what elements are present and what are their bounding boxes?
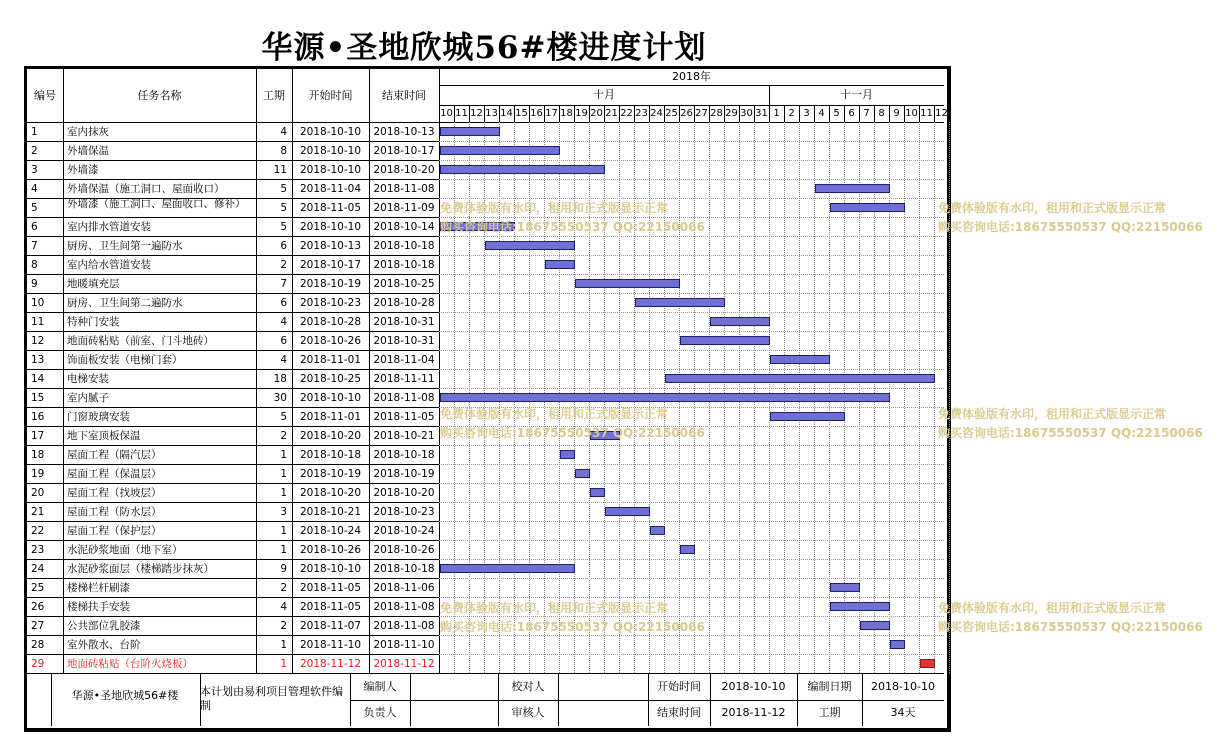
task-no: 14 (31, 373, 45, 385)
watermark (938, 405, 1203, 443)
task-duration: 1 (280, 468, 287, 480)
task-start: 2018-10-10 (299, 164, 362, 176)
gantt-bar (590, 431, 620, 440)
grid-line (439, 350, 944, 351)
footer-end-label: 结束时间 (657, 706, 701, 719)
day-label: 4 (818, 108, 825, 119)
grid-line (439, 312, 944, 313)
task-end: 2018-11-08 (373, 620, 435, 632)
task-name: 水泥砂浆地面（地下室） (67, 544, 183, 556)
gantt-bar (920, 659, 935, 668)
day-label: 24 (650, 108, 663, 119)
task-start: 2018-10-20 (299, 430, 362, 442)
task-name: 门窗玻璃安装 (67, 411, 130, 423)
gantt-bar (830, 602, 890, 611)
task-start: 2018-10-10 (299, 563, 362, 575)
task-start: 2018-10-20 (299, 487, 362, 499)
task-end: 2018-11-11 (373, 373, 435, 385)
task-duration: 1 (280, 658, 287, 670)
task-end: 2018-11-04 (373, 354, 435, 366)
task-no: 12 (31, 335, 45, 347)
task-start: 2018-10-13 (299, 240, 362, 252)
watermark-line2: 购买咨询电话:18675550537 QQ:22150066 (440, 426, 705, 440)
footer-date-value: 2018-10-10 (871, 680, 935, 693)
gantt-bar (440, 222, 515, 231)
task-name: 地面砖粘贴（台阶火烧板） (67, 658, 193, 670)
footer-duration-label: 工期 (818, 706, 841, 719)
task-duration: 7 (280, 278, 287, 290)
watermark-line2: 购买咨询电话:18675550537 QQ:22150066 (938, 220, 1203, 234)
grid-line (439, 331, 944, 332)
task-name: 地下室顶板保温 (67, 430, 141, 442)
task-end: 2018-11-05 (373, 411, 435, 423)
gantt-bar (440, 393, 890, 402)
footer-start-label: 开始时间 (657, 680, 701, 693)
gantt-bar (560, 450, 575, 459)
grid-line (439, 369, 944, 370)
day-label: 5 (833, 108, 840, 119)
task-duration: 5 (280, 202, 287, 214)
task-no: 6 (31, 221, 38, 233)
task-start: 2018-10-10 (299, 126, 362, 138)
grid-line (934, 122, 935, 673)
task-no: 9 (31, 278, 38, 290)
grid-line (439, 388, 944, 389)
day-label: 31 (755, 108, 768, 119)
task-duration: 2 (280, 620, 287, 632)
task-name: 室内给水管道安装 (67, 259, 151, 271)
task-no: 5 (31, 202, 38, 214)
task-duration: 2 (280, 430, 287, 442)
gantt-bar (575, 469, 590, 478)
grid-line (439, 521, 944, 522)
task-duration: 8 (280, 145, 287, 157)
task-end: 2018-10-13 (373, 126, 435, 138)
task-start: 2018-11-05 (299, 202, 362, 214)
task-no: 28 (31, 639, 45, 651)
gantt-bar (650, 526, 665, 535)
day-label: 16 (530, 108, 543, 119)
day-label: 8 (878, 108, 885, 119)
task-duration: 4 (280, 601, 287, 613)
task-no: 4 (31, 183, 38, 195)
task-start: 2018-10-19 (299, 468, 362, 480)
gantt-bar (890, 640, 905, 649)
task-start: 2018-11-04 (299, 183, 362, 195)
gantt-bar (605, 507, 650, 516)
task-no: 21 (31, 506, 45, 518)
task-name: 外墙保温 (67, 145, 109, 157)
task-name: 室内排水管道安装 (67, 221, 151, 233)
header-end: 结束时间 (382, 89, 426, 102)
task-name: 水泥砂浆面层（楼梯踏步抹灰） (67, 563, 214, 575)
gantt-bar (575, 279, 680, 288)
task-name: 地面砖粘贴（前室、门斗地砖） (67, 335, 214, 347)
footer-checker-label: 校对人 (511, 680, 545, 693)
grid-line (439, 293, 944, 294)
header-start: 开始时间 (308, 89, 353, 102)
task-duration: 5 (280, 411, 287, 423)
task-end: 2018-11-10 (373, 639, 435, 651)
task-name: 地暖填充层 (67, 278, 120, 290)
task-duration: 6 (280, 297, 287, 309)
day-label: 22 (620, 108, 633, 119)
day-label: 11 (920, 108, 933, 119)
task-duration: 6 (280, 240, 287, 252)
task-duration: 6 (280, 335, 287, 347)
task-start: 2018-11-10 (299, 639, 362, 651)
grid-line (439, 217, 944, 218)
task-end: 2018-11-08 (373, 392, 435, 404)
task-name: 楼梯扶手安装 (67, 601, 130, 613)
task-end: 2018-10-19 (373, 468, 435, 480)
task-end: 2018-10-20 (373, 164, 435, 176)
grid-line (439, 502, 944, 503)
grid-line (439, 236, 944, 237)
task-end: 2018-10-18 (373, 259, 435, 271)
day-label: 10 (905, 108, 918, 119)
gantt-bar (440, 127, 500, 136)
task-name: 外墙漆 (67, 164, 99, 176)
task-duration: 3 (280, 506, 287, 518)
task-end: 2018-11-06 (373, 582, 435, 594)
watermark (938, 599, 1203, 637)
task-start: 2018-10-10 (299, 392, 362, 404)
task-duration: 2 (280, 582, 287, 594)
gantt-bar (680, 336, 770, 345)
task-end: 2018-11-12 (373, 658, 435, 670)
grid-line (439, 540, 944, 541)
task-start: 2018-10-26 (299, 544, 362, 556)
gantt-bar (590, 488, 605, 497)
task-no: 1 (31, 126, 38, 138)
watermark-line1: 免费体验版有水印，租用和正式版显示正常 (440, 201, 669, 215)
watermark-line2: 购买咨询电话:18675550537 QQ:22150066 (440, 620, 705, 634)
grid-line (439, 198, 944, 199)
day-label: 15 (515, 108, 528, 119)
task-end: 2018-10-18 (373, 563, 435, 575)
footer-date-label: 编制日期 (807, 680, 852, 693)
task-name: 电梯安装 (67, 373, 109, 385)
task-end: 2018-11-08 (373, 183, 435, 195)
task-duration: 1 (280, 449, 287, 461)
header-duration: 工期 (263, 89, 285, 102)
task-start: 2018-11-01 (299, 354, 362, 366)
day-label: 18 (560, 108, 573, 119)
day-label: 26 (680, 108, 693, 119)
day-label: 3 (803, 108, 810, 119)
footer-compiler-label: 编制人 (363, 680, 397, 693)
task-no: 22 (31, 525, 45, 537)
day-label: 11 (455, 108, 468, 119)
task-start: 2018-11-12 (299, 658, 362, 670)
task-name: 屋面工程（找坡层） (67, 487, 162, 499)
watermark (938, 199, 1203, 237)
task-end: 2018-11-09 (373, 202, 435, 214)
task-no: 20 (31, 487, 45, 499)
task-no: 3 (31, 164, 38, 176)
task-no: 13 (31, 354, 45, 366)
task-start: 2018-10-19 (299, 278, 362, 290)
task-no: 24 (31, 563, 45, 575)
grid-line (439, 464, 944, 465)
grid-line (439, 274, 944, 275)
day-label: 29 (725, 108, 738, 119)
task-no: 23 (31, 544, 45, 556)
day-label: 19 (575, 108, 588, 119)
grid-line (949, 105, 950, 122)
task-duration: 5 (280, 183, 287, 195)
watermark-line2: 购买咨询电话:18675550537 QQ:22150066 (440, 220, 705, 234)
day-label: 23 (635, 108, 648, 119)
task-no: 8 (31, 259, 38, 271)
day-label: 9 (893, 108, 900, 119)
task-duration: 1 (280, 544, 287, 556)
gantt-bar (830, 583, 860, 592)
header-month-november: 十一月 (840, 88, 873, 101)
day-label: 21 (605, 108, 618, 119)
grid-line (439, 578, 944, 579)
task-duration: 11 (273, 164, 287, 176)
task-duration: 4 (280, 316, 287, 328)
task-name: 室内抹灰 (67, 126, 109, 138)
gantt-bar (770, 412, 845, 421)
day-label: 1 (773, 108, 780, 119)
day-label: 28 (710, 108, 723, 119)
task-start: 2018-11-05 (299, 582, 362, 594)
task-end: 2018-10-24 (373, 525, 435, 537)
footer-end-value: 2018-11-12 (721, 706, 786, 719)
task-end: 2018-11-08 (373, 601, 435, 613)
task-no: 19 (31, 468, 45, 480)
task-duration: 18 (273, 373, 287, 385)
gantt-bar (485, 241, 575, 250)
task-name: 外墙保温（施工洞口、屋面收口） (67, 183, 225, 195)
watermark-line1: 免费体验版有水印，租用和正式版显示正常 (440, 601, 669, 615)
day-label: 2 (788, 108, 795, 119)
task-name: 厨房、卫生间第二遍防水 (67, 297, 183, 309)
task-start: 2018-10-18 (299, 449, 362, 461)
task-name: 室内腻子 (67, 392, 109, 404)
task-name: 外墙漆（施工洞口、屋面收口、修补） (67, 199, 246, 210)
task-duration: 1 (280, 487, 287, 499)
watermark-line1: 免费体验版有水印，租用和正式版显示正常 (938, 407, 1167, 421)
task-start: 2018-11-01 (299, 411, 362, 423)
day-label: 17 (545, 108, 558, 119)
task-end: 2018-10-17 (373, 145, 435, 157)
grid-line (439, 559, 944, 560)
grid-line (439, 407, 944, 408)
task-start: 2018-10-21 (299, 506, 362, 518)
watermark-line1: 免费体验版有水印，租用和正式版显示正常 (938, 201, 1167, 215)
day-label: 14 (500, 108, 513, 119)
day-label: 12 (935, 108, 948, 119)
header-year: 2018年 (672, 70, 711, 83)
task-duration: 1 (280, 639, 287, 651)
task-name: 室外散水、台阶 (67, 639, 141, 651)
task-duration: 9 (280, 563, 287, 575)
grid-line (439, 445, 944, 446)
task-end: 2018-10-21 (373, 430, 435, 442)
day-label: 27 (695, 108, 708, 119)
task-no: 29 (31, 658, 45, 670)
gantt-bar (770, 355, 830, 364)
task-no: 11 (31, 316, 45, 328)
grid-line (439, 141, 944, 142)
task-duration: 30 (273, 392, 287, 404)
task-end: 2018-10-31 (373, 335, 435, 347)
task-no: 7 (31, 240, 38, 252)
task-no: 27 (31, 620, 45, 632)
header-month-october: 十月 (593, 88, 615, 101)
day-label: 30 (740, 108, 753, 119)
gantt-bar (440, 165, 605, 174)
header-no: 编号 (34, 89, 56, 102)
task-start: 2018-10-26 (299, 335, 362, 347)
task-duration: 4 (280, 126, 287, 138)
task-start: 2018-10-28 (299, 316, 362, 328)
day-label: 12 (470, 108, 483, 119)
task-start: 2018-10-10 (299, 221, 362, 233)
task-start: 2018-11-07 (299, 620, 362, 632)
task-end: 2018-10-28 (373, 297, 435, 309)
task-start: 2018-11-05 (299, 601, 362, 613)
task-start: 2018-10-25 (299, 373, 362, 385)
task-end: 2018-10-18 (373, 240, 435, 252)
gantt-bar (440, 146, 560, 155)
task-name: 楼梯栏杆刷漆 (67, 582, 130, 594)
grid-line (919, 122, 920, 673)
gantt-bar (545, 260, 575, 269)
task-name: 公共部位乳胶漆 (67, 620, 141, 632)
task-start: 2018-10-17 (299, 259, 362, 271)
task-no: 10 (31, 297, 45, 309)
header-task-name: 任务名称 (137, 89, 182, 102)
gantt-bar (860, 621, 890, 630)
task-end: 2018-10-25 (373, 278, 435, 290)
day-label: 6 (848, 108, 855, 119)
task-name: 厨房、卫生间第一遍防水 (67, 240, 183, 252)
grid-line (27, 673, 944, 674)
day-label: 20 (590, 108, 603, 119)
watermark-line2: 购买咨询电话:18675550537 QQ:22150066 (938, 426, 1203, 440)
gantt-bar (710, 317, 770, 326)
grid-line (350, 700, 944, 701)
watermark-line1: 免费体验版有水印，租用和正式版显示正常 (440, 407, 669, 421)
grid-line (439, 255, 944, 256)
day-label: 13 (485, 108, 498, 119)
page-title: 华源•圣地欣城56#楼进度计划 (261, 30, 707, 66)
day-label: 10 (440, 108, 453, 119)
task-start: 2018-10-24 (299, 525, 362, 537)
task-no: 15 (31, 392, 45, 404)
task-duration: 1 (280, 525, 287, 537)
task-no: 2 (31, 145, 38, 157)
watermark-line2: 购买咨询电话:18675550537 QQ:22150066 (938, 620, 1203, 634)
task-no: 18 (31, 449, 45, 461)
task-no: 17 (31, 430, 45, 442)
task-end: 2018-10-18 (373, 449, 435, 461)
footer-start-value: 2018-10-10 (721, 680, 786, 693)
grid-line (439, 179, 944, 180)
task-duration: 2 (280, 259, 287, 271)
task-name: 屋面工程（保温层） (67, 468, 162, 480)
task-no: 16 (31, 411, 45, 423)
gantt-bar (680, 545, 695, 554)
gantt-bar (440, 564, 575, 573)
grid-line (439, 616, 944, 617)
gantt-bar (665, 374, 935, 383)
gantt-bar (635, 298, 725, 307)
footer-reviewer-label: 审核人 (511, 706, 545, 719)
task-end: 2018-10-31 (373, 316, 435, 328)
grid-line (439, 597, 944, 598)
task-duration: 5 (280, 221, 287, 233)
watermark-line1: 免费体验版有水印，租用和正式版显示正常 (938, 601, 1167, 615)
day-label: 7 (863, 108, 870, 119)
task-name: 特种门安装 (67, 316, 120, 328)
task-duration: 4 (280, 354, 287, 366)
footer-project: 华源•圣地欣城56#楼 (71, 689, 179, 702)
footer-software: 本计划由易利项目管理软件编制 (200, 685, 343, 712)
task-end: 2018-10-26 (373, 544, 435, 556)
task-start: 2018-10-10 (299, 145, 362, 157)
footer-duration-value: 34天 (890, 706, 916, 719)
task-no: 26 (31, 601, 45, 613)
gantt-bar (830, 203, 905, 212)
task-end: 2018-10-14 (373, 221, 435, 233)
grid-line (439, 426, 944, 427)
grid-line (439, 160, 944, 161)
task-end: 2018-10-23 (373, 506, 435, 518)
day-label: 25 (665, 108, 678, 119)
task-end: 2018-10-20 (373, 487, 435, 499)
task-start: 2018-10-23 (299, 297, 362, 309)
task-name: 屋面工程（保护层） (67, 525, 162, 537)
footer-owner-label: 负责人 (363, 706, 397, 719)
grid-line (439, 635, 944, 636)
grid-line (439, 483, 944, 484)
task-no: 25 (31, 582, 45, 594)
grid-line (439, 654, 944, 655)
task-name: 饰面板安装（电梯门套） (67, 354, 183, 366)
task-name: 屋面工程（隔汽层） (67, 449, 162, 461)
task-name: 屋面工程（防水层） (67, 506, 162, 518)
gantt-bar (815, 184, 890, 193)
grid-line (949, 122, 950, 673)
